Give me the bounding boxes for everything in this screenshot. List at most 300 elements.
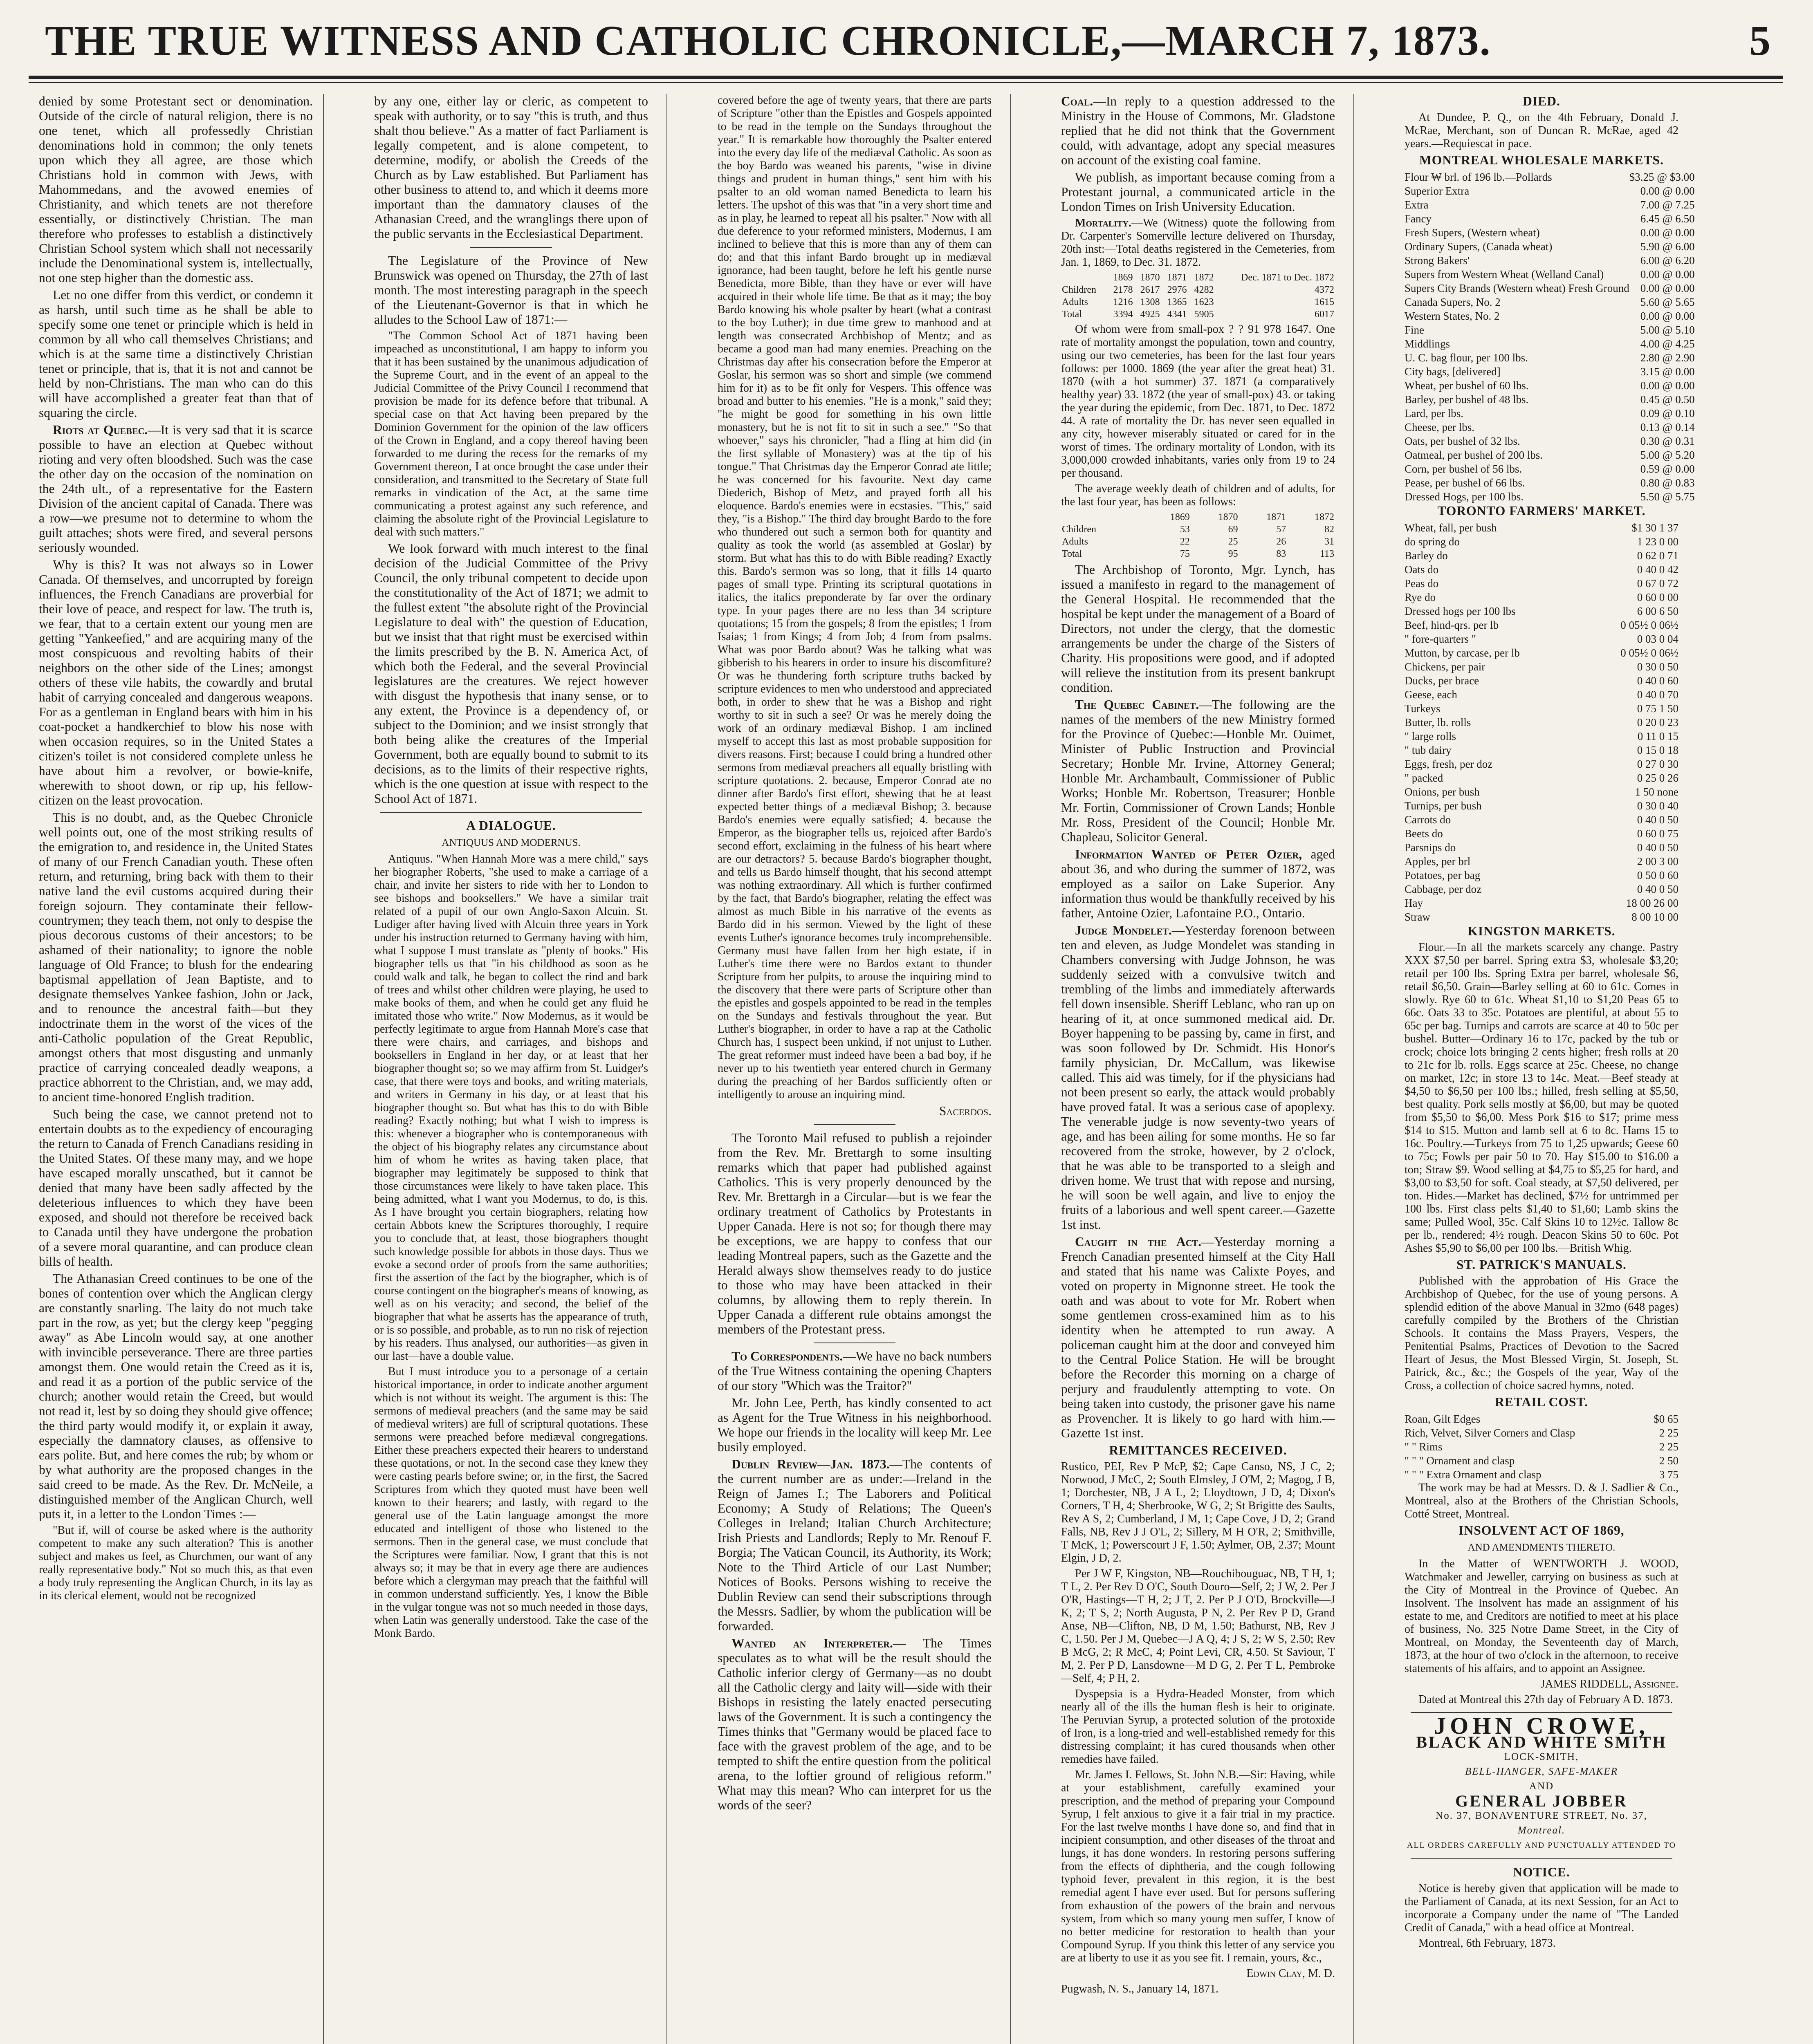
wholesale-price-table: [1405, 170, 1695, 504]
article-paragraph: The Athanasian Creed continues to be one of the bones of contention over which the Anglican clergy are constantly snarling. The laity do not much take part in the row, as yet; but the clergy keep "pegging away" as Abe Lincoln would say, at one another with invincible perseverance. There are three parties amongst them. One would retain the Creed as it is, and read it as a portion of the public service of the church; another would retain the Creed, but would not read it, lest by so doing they should give offence; the third party would modify it, or explain it away, especially the damnatory clauses, as offensive to ears polite. But, and here comes the rub; by whom or by what authority are the proposed changes in the said creed to be made. As the Rev. Dr. McNeile, a distinguished member of the Anglican Church, well puts it, in a letter to the London Times :—: [39, 1271, 313, 1521]
table-cell: Children: [1062, 285, 1096, 295]
commodity-cell: " large rolls: [1405, 730, 1456, 742]
price-cell: 0.30 @ 0.31: [1640, 435, 1695, 447]
price-cell: 2 50: [1659, 1455, 1678, 1467]
dialogue-signature: Sacerdos.: [939, 1104, 992, 1118]
commodity-cell: Beets do: [1405, 827, 1443, 840]
commodity-cell: City bags, [delivered]: [1405, 365, 1501, 378]
testimonial-letter: Mr. James I. Fellows, St. John N.B.—Sir: Having, while at your establishment, carefully examined your prescription, and the method of preparing your Compound Syrup, I felt anxious to give it a fair trial in my practice. For the last twelve months I have done so, and find that in incipient consumption, and other diseases of the throat and lungs, it has done wonders. In restoring persons suffering from the effects of diphtheria, and the cough following typhoid fever, prevalent in this region, it is the best remedial agent I have ever used. But for persons suffering from exhaustion of the powers of the brain and nervous system, from which so many young men suffer, I know of no better medicine for restoration to health than your Compound Syrup. If you think this letter of any service you are at liberty to use it as you see fit. I remain, yours, &c.,: [1061, 1768, 1335, 1964]
commodity-cell: Fancy: [1405, 213, 1432, 225]
insolvent-notice: In the Matter of WENTWORTH J. WOOD, Watchmaker and Jeweller, carrying on business as such at the City of Montreal in the Province of Quebec. An Insolvent. The Insolvent has made an assignment of his estate to me, and Creditors are notified to meet at his place of business, No. 325 Notre Dame Street, in the City of Montreal, on Monday, the Seventeenth day of March, 1873, at the hour of two o'clock in the afternoon, to receive statements of his affairs, and to appoint an Assignee.: [1405, 1558, 1678, 1675]
item-lead: To Correspondents.: [731, 1349, 843, 1363]
price-cell: 6.45 @ 6.50: [1640, 213, 1695, 225]
advertiser-trade: AND: [1529, 1781, 1554, 1792]
commodity-cell: Turkeys: [1405, 702, 1441, 715]
quoted-paragraph: "But if, will of course be asked where is the authority competent to make any such alteration? This is another subject and makes us feel, as Churchmen, our want of any really representative body." Not so much this, as that even a body truly representing the Anglican Church, in its lay as in its clerical element, would not be recognized: [39, 1524, 313, 1602]
table-header-cell: 1870: [1140, 272, 1160, 283]
news-item-cabinet: [1061, 697, 1335, 845]
table-cell: 2178: [1113, 285, 1133, 295]
article-paragraph: denied by some Protestant sect or denomination. Outside of the circle of natural religion, there is no one tenet, which all professedly Christian denominations hold in common; the only tenets upon which they all agree, are those which Christians hold in common with Jews, with Mahommedans, and the avowed enemies of Christianity, and which tenets are not therefore essentially, or distinctively Christian. The man therefore who professes to establish a distinctively Christian School system which shall not necessarily include the Denominational system is, intellectually, not one step higher than the domestic ass.: [39, 94, 313, 285]
commodity-cell: Cheese, per lbs.: [1405, 421, 1474, 433]
item-lead: Dublin Review—Jan. 1873.: [731, 1457, 890, 1471]
price-cell: $0 65: [1654, 1413, 1678, 1425]
price-row: [1405, 267, 1695, 281]
commodity-cell: Mutton, by carcase, per lb: [1405, 647, 1520, 659]
price-row: [1405, 1468, 1678, 1481]
commodity-cell: Hay: [1405, 897, 1423, 909]
price-cell: 0 05½ 0 06½: [1620, 647, 1678, 659]
table-cell: 75: [1180, 549, 1190, 559]
column-1: [39, 94, 313, 2044]
table-header-cell: 1869: [1170, 512, 1190, 522]
price-row: [1405, 563, 1678, 576]
price-row: [1405, 1454, 1678, 1468]
price-row: [1405, 240, 1695, 253]
item-body: — The Times speculates as to what will be the result should the Catholic inferior clergy of Germany—as no doubt all the Catholic clergy and laity will—side with their Bishops in resisting the lately enacted persecuting laws of the Government. It is such a contingency the Times thinks that "Germany would be placed face to face with the gravest problem of the age, and to be tempted to shift the entire question from the political arena, to the loftier ground of religious reform." What may this mean? Who can interpret for us the words of the seer?: [718, 1636, 992, 1812]
price-cell: 0.00 @ 0.00: [1640, 185, 1695, 197]
retail-cost-table: [1405, 1412, 1678, 1481]
price-row: [1405, 198, 1695, 212]
item-body: —We have no back numbers of the True Witness containing the opening Chapters of our story "Which was the Traitor?": [718, 1349, 992, 1393]
price-cell: 0 03 0 04: [1637, 633, 1678, 645]
price-row: [1405, 379, 1695, 392]
commodity-cell: Dressed hogs per 100 lbs: [1405, 605, 1516, 617]
price-cell: 5.60 @ 5.65: [1640, 296, 1695, 308]
separator: [470, 247, 552, 248]
notice-date: Montreal, 6th February, 1873.: [1418, 1937, 1556, 1950]
news-item-coal: [1061, 94, 1335, 168]
column-rule: [1010, 94, 1011, 2044]
price-row: [1405, 323, 1695, 337]
price-row: [1405, 365, 1695, 379]
table-row: [1061, 284, 1335, 296]
price-row: [1405, 170, 1695, 184]
item-lead: The Quebec Cabinet.: [1075, 697, 1199, 712]
price-cell: 0.13 @ 0.14: [1640, 421, 1695, 433]
separator: [1411, 1858, 1672, 1859]
item-body: aged about 36, and who during the summer of 1872, was employed as a sailor on Lake Superior. Any information thus would be thankfully received by his father, Antoine Ozier, Lafontaine P.O., Ontario.: [1061, 847, 1335, 920]
price-cell: 1 50 none: [1635, 786, 1678, 798]
commodity-cell: Oats do: [1405, 563, 1439, 576]
masthead: [29, 16, 1783, 78]
price-cell: 0 40 0 42: [1637, 563, 1678, 576]
price-row: [1405, 618, 1678, 632]
news-item-mortality: [1061, 217, 1335, 269]
price-row: [1405, 184, 1695, 198]
price-cell: 6.00 @ 6.20: [1640, 254, 1695, 267]
table-cell: 6017: [1315, 309, 1334, 320]
commodity-cell: Geese, each: [1405, 688, 1457, 701]
table-cell: 26: [1276, 536, 1286, 547]
commodity-cell: Beef, hind-qrs. per lb: [1405, 619, 1499, 631]
table-cell: 5905: [1194, 309, 1214, 320]
commodity-cell: Onions, per bush: [1405, 786, 1480, 798]
price-row: [1405, 604, 1678, 618]
advertiser-name: JOHN CROWE,: [1434, 1712, 1649, 1739]
remittances-heading: REMITTANCES RECEIVED.: [1109, 1443, 1287, 1457]
price-row: [1405, 590, 1678, 604]
article-paragraph: The Legislature of the Province of New Brunswick was opened on Thursday, the 27th of last month. The most interesting paragraph in the speech of the Lieutenant-Governor is that in which he alludes to the School Law of 1871:—: [374, 253, 648, 327]
commodity-cell: Straw: [1405, 911, 1430, 923]
article-paragraph: This is no doubt, and, as the Quebec Chronicle well points out, one of the most striking results of the emigration to, and residence in, the United States of many of our French Canadian youth. These often return, and returning, bring back with them to their native land the evil customs acquired during their foreign sojourn. They contaminate their fellow-countrymen; they teach them, not only to despise the pious decorous customs of their ancestors; to be ashamed of their nationality; to ignore the noble language of Old France; to blush for the endearing baptismal appellation of Jean Baptiste, and to designate themselves Yankee fashion, John or Jack, and to renounce the ancestral faith—but they indoctrinate them in the worst of the vices of the anti-Catholic population of the Great Republic, amongst others that most disgusting and unmanly practice of carrying concealed deadly weapons, a practice abhorrent to the Christian, and, we may add, to ancient time-honored English tradition.: [39, 810, 313, 1104]
article-paragraph: We look forward with much interest to the final decision of the Judicial Committee of the Privy Council, the only tribunal competent to decide upon the constitutionality of the Act of 1871; we admit to the fullest extent "the absolute right of the Provincial Legislature to deal with" the question of Education, but we insist that that right must be exercised within the limits prescribed by the B. N. America Act, of which both the Federal, and the several Provincial legislatures are the creatures. We reject however with disgust the hypothesis that inany sense, or to any extent, the Province is a dependency of, or subject to the Dominion; and we insist strongly that both being alike the creatures of the Imperial Government, both are equally bound to submit to its decisions, as to the limits of their respective rights, which is the one question at issue with respect to the School Act of 1871.: [374, 541, 648, 806]
kingston-markets-report: Flour.—In all the markets scarcely any change. Pastry XXX $7,50 per barrel. Spring extra $3, wholesale $3,20; retail per 100 lbs. Spring Extra per barrel, wholesale $6, retail $6,50. Grain—Barley selling at 60 to 61c. Comes in slowly. Rye 60 to 61c. Wheat $1,10 to $1,20 Peas 65 to 66c. Oats 33 to 35c. Potatoes are plentiful, at about 55 to 65c per bag. Turnips and carrots are scarce at 40 to 50c per bushel. Butter—Ordinary 16 to 17c, packed by the tub or crock; choice lots bringing 2 cents higher; fresh rolls at 20 to 21c for lb. rolls. Eggs scarce at 25c. Cheese, no change on market, 12c; in store 13 to 14c. Meat.—Beef steady at $4,50 to $6,50 per 100 lbs.; hilled, fresh selling at $5,50, best quality. Pork sells mostly at $6,00, but may be quoted from $5,50 to $6,00. Mess Pork $16 to $17; prime mess $14 to $15. Mutton and lamb sell at 6 to 8c. Hams 15 to 16c. Poultry.—Turkeys from 75 to 1,25 upwards; Geese 60 to 75c; Fowls per pair 50 to 70. Hay $15.00 to $16.00 a ton; Straw $9. Wood selling at $4,75 to $5,25 for hard, and $3,00 to $3,50 for soft. Coal steady, at $7,50 delivered, per ton. Hides.—Market has declined, $7½ for untrimmed per 100 lbs. First class pelts $1,40 to $1,60; Lamb skins the same; Pulled Wool, 35c. Calf Skins 10 to 12½c. Tallow 8c per lb., rendered; 4½ rough. Deacon Skins 50 to 60c. Pot Ashes $5,90 to $6,00 per 100 lbs.—British Whig.: [1405, 941, 1678, 1255]
price-cell: 0 40 0 50: [1637, 814, 1678, 826]
price-cell: 0 67 0 72: [1637, 577, 1678, 589]
price-cell: 5.90 @ 6.00: [1640, 240, 1695, 253]
insolvent-date: Dated at Montreal this 27th day of February A D. 1873.: [1418, 1693, 1673, 1706]
item-lead: Wanted an Interpreter.: [731, 1636, 893, 1650]
kingston-markets-heading: KINGSTON MARKETS.: [1467, 924, 1616, 938]
notice-dublin-review: [718, 1457, 992, 1634]
quoted-paragraph: "The Common School Act of 1871 having been impeached as unconstitutional, I am happy to inform you that it has been sustained by the unanimous adjudication of the Supreme Court, and in the event of an appeal to the Judicial Committee of the Privy Council I recommend that provision be made for its defence before that tribunal. A special case on that Act having been prepared by the Dominion Government for the opinion of the law officers of the Crown in England, and a copy thereof having been forwarded to me during the recess for the remarks of my Government thereon, I at once brought the case under their consideration, and transmitted to the Secretary of State full remarks in vindication of the Act, at the same time communicating a protest against any such reference, and claiming the absolute right of the Provincial Legislature to deal with such matters.": [374, 329, 648, 538]
masthead-title: THE TRUE WITNESS AND CATHOLIC CHRONICLE,—MARCH 7, 1873.: [45, 17, 1491, 64]
article-paragraph: Why is this? It was not always so in Lower Canada. Of themselves, and uncorrupted by foreign influences, the French Canadians are proverbial for their love of peace, and respect for law. The truth is, we fear, that to a certain extent our young men are getting "Yankeefied," and are acquiring many of the most conspicuous and revolting habits of their neighbors on the other side of the Lines; amongst others of these vile habits, the cowardly and brutal habit of carrying concealed and dangerous weapons. For as a gentleman in England bears with him in his coat-pocket a handkerchief to blow his nose with when occasion requires, so in the United States a citizen's toilet is not considered complete unless he have about him a revolver, or bowie-knife, wherewith to shoot down, or rip up, his fellow-citizen on the least provocation.: [39, 558, 313, 807]
remittances-list: Per J W F, Kingston, NB—Rouchibouguac, NB, T H, 1; T L, 2. Per Rev D O'C, South Douro—Self, 2; J W, 2. Per J O'R, Hastings—T H, 2; J T, 2. Per P J O'D, Brockville—J K, 2; T S, 2; North Augusta, P N, 2. Per Rev P D, Grand Anse, NB—Clifton, NB, D M, 1.50; Bathurst, NB, Rev J C, 1.50. Per J M, Quebec—J A Q, 4; J S, 2; W S, 2.50; Rev B McG, 2; R McC, 4; Point Levi, CR, 4.50. St Saviour, T M, 2. Per P D, Lansdowne—M D G, 2. Per T L, Pembroke—Self, 4; P H, 2.: [1061, 1567, 1335, 1685]
commodity-cell: Superior Extra: [1405, 185, 1470, 197]
page-number: 5: [1749, 17, 1770, 64]
item-lead: Coal.: [1061, 94, 1093, 108]
table-cell: 69: [1228, 524, 1238, 535]
farmers-market-heading: TORONTO FARMERS' MARKET.: [1437, 504, 1646, 518]
commodity-cell: " tub dairy: [1405, 744, 1452, 756]
table-row: [1061, 548, 1335, 560]
table-header-row: [1061, 271, 1335, 284]
price-row: [1405, 309, 1695, 323]
assignee-signature: JAMES RIDDELL, Assignee.: [1540, 1678, 1678, 1690]
advertiser-trade: BLACK AND WHITE SMITH: [1416, 1733, 1667, 1751]
price-row: [1405, 632, 1678, 646]
table-cell: Children: [1062, 524, 1096, 535]
price-cell: 0 62 0 71: [1637, 549, 1678, 562]
remittances-list: Rustico, PEI, Rev P McP, $2; Cape Canso, NS, J C, 2; Norwood, J McC, 2; South Elmsley, J O'M, 2; Magog, J B, 1; Dorchester, NB, J A L, 2; Lloydtown, J D, 4; Dixon's Corners, T H, 4; Sherbrooke, W G, 2; St Brigitte des Saults, Rev A S, 2; Cumberland, J M, 1; Cape Cove, J D, 2; Grand Falls, NB, Rev J J O'L, 2; Sillery, M H O'R, 2; Smithville, T McK, 1; Powerscourt J F, 1.50; Aylmer, OB, 2.37; Mount Elgin, J D, 2.: [1061, 1460, 1335, 1564]
table-cell: 57: [1276, 524, 1286, 535]
column-3: [718, 94, 992, 2044]
price-row: [1405, 674, 1678, 688]
price-row: [1405, 854, 1678, 868]
price-row: [1405, 702, 1678, 715]
price-row: [1405, 490, 1695, 504]
item-body: —Yesterday forenoon between ten and eleven, as Judge Mondelet was standing in Chambers conversing with Judge Johnson, he was suddenly seized with a convulsive twitch and trembling of the limbs and immediately afterwards fell down insensible. Sheriff Leblanc, who ran up on hearing of it, at once summoned medical aid. Dr. Boyer happening to be passing by, came in first, and was soon followed by Dr. Schmidt. His Honor's family physician, Dr. McCallum, was likewise called. This aid was timely, for if the physicians had not been present so early, the attack would probably have proved fatal. It was a serious case of apoplexy. The venerable judge is now seventy-two years of age, and has been ailing for some months. He so far recovered from the stroke, however, by 2 o'clock, that he was able to be transported to a sleigh and driven home. We trust that with repose and nursing, he will soon be well again, and live to enjoy the fruits of a laborious and well spent career.—Gazette 1st inst.: [1061, 923, 1335, 1232]
news-item-information: [1061, 847, 1335, 921]
price-row: [1405, 576, 1678, 590]
table-cell: 1308: [1140, 297, 1160, 307]
price-row: [1405, 476, 1695, 490]
commodity-cell: Flour ₩ brl. of 196 lb.—Pollards: [1405, 171, 1552, 183]
commodity-cell: Cabbage, per doz: [1405, 883, 1482, 895]
price-row: [1405, 785, 1678, 799]
table-cell: 95: [1228, 549, 1238, 559]
price-row: [1405, 462, 1695, 476]
price-row: [1405, 827, 1678, 840]
table-cell: Total: [1062, 309, 1082, 320]
commodity-cell: " fore-quarters ": [1405, 633, 1476, 645]
commodity-cell: Ducks, per brace: [1405, 675, 1479, 687]
insolvent-act-subheading: AND AMENDMENTS THERETO.: [1467, 1542, 1616, 1553]
commodity-cell: Extra: [1405, 199, 1429, 211]
table-header-cell: [1061, 271, 1107, 284]
price-cell: 0 11 0 15: [1637, 730, 1678, 742]
news-item-riots: [39, 423, 313, 555]
article-paragraph: Let no one differ from this verdict, or condemn it as harsh, until such time as he shall be able to specify some one tenet or principle which is held in common by all who call themselves Christians; and which is at the same time a distinctively Christian tenet or principle, that is, that it is not and cannot be held by non-Christians. The man who can do this will have accomplished a greater feat than that of squaring the circle.: [39, 288, 313, 420]
price-row: [1405, 757, 1678, 771]
price-cell: 0.59 @ 0.00: [1640, 463, 1695, 475]
price-cell: 0 15 0 18: [1637, 744, 1678, 756]
table-cell: 22: [1180, 536, 1190, 547]
price-row: [1405, 351, 1695, 365]
article-paragraph: Of whom were from small-pox ? ? 91 978 1647. One rate of mortality amongst the population, town and country, using our two cemeteries, has been for the last four years follows: per 1000. 1869 (the year after the great heat) 31. 1870 (with a hot summer) 37. 1871 (a comparatively healthy year) 33. 1872 (the year of small-pox) 43. or taking the year during the epidemic, from Dec. 1871, to Dec. 1872 44. A rate of mortality the Dr. has never seen equalled in any city, however miserably situated or cared for in the worst of times. The ordinary mortality of London, with its 3,000,000 crowded inhabitants, varies only from 19 to 24 per thousand.: [1061, 323, 1335, 480]
advertiser-tagline: ALL ORDERS CAREFULLY AND PUNCTUALLY ATTENDED TO: [1407, 1841, 1676, 1850]
price-row: [1405, 1426, 1678, 1440]
died-heading: DIED.: [1523, 94, 1560, 108]
commodity-cell: " " " Ornament and clasp: [1405, 1455, 1515, 1467]
price-cell: 0 75 1 50: [1637, 702, 1678, 715]
advertiser-city: Montreal.: [1517, 1825, 1566, 1836]
price-row: [1405, 549, 1678, 563]
manuals-availability: The work may be had at Messrs. D. & J. Sadlier & Co., Montreal, also at the Brothers of the Christian Schools, Cotté Street, Montreal.: [1405, 1481, 1678, 1520]
commodity-cell: Potatoes, per bag: [1405, 869, 1481, 881]
price-row: [1405, 535, 1678, 549]
table-cell: 53: [1180, 524, 1190, 535]
commodity-cell: Oatmeal, per bushel of 200 lbs.: [1405, 449, 1543, 461]
price-row: [1405, 743, 1678, 757]
price-row: [1405, 392, 1695, 406]
table-cell: 2617: [1140, 285, 1160, 295]
commodity-cell: Fine: [1405, 324, 1425, 336]
table-cell: 4341: [1167, 309, 1187, 320]
table-cell: Adults: [1062, 297, 1088, 307]
commodity-cell: Oats, per bushel of 32 lbs.: [1405, 435, 1520, 447]
table-cell: 25: [1228, 536, 1238, 547]
retail-cost-heading: RETAIL COST.: [1495, 1395, 1588, 1409]
commodity-cell: Corn, per bushel of 56 lbs.: [1405, 463, 1522, 475]
column-5: [1405, 94, 1695, 2044]
item-lead: Mortality.: [1075, 217, 1131, 229]
price-cell: 3.15 @ 0.00: [1640, 365, 1695, 378]
death-notice: At Dundee, P. Q., on the 4th February, Donald J. McRae, Merchant, son of Duncan R. McRae, aged 42 years.—Requiescat in pace.: [1405, 111, 1678, 150]
price-row: [1405, 896, 1678, 910]
price-row: [1405, 337, 1695, 351]
item-body: —The contents of the current number are as under:—Ireland in the Reign of James I.; The Laborers and Political Economy; A Study of Relations; The Queen's Colleges in Ireland; Italian Church Architecture; Irish Priests and Landlords; Reply to Mr. Renouf F. Borgia; The Vatican Council, its Authority, its Work; Note to the Third Article of our Last Number; Notices of Books. Persons wishing to receive the Dublin Review can send their subscriptions through the Messrs. Sadlier, by whom the publication will be forwarded.: [718, 1457, 992, 1633]
commodity-cell: U. C. bag flour, per 100 lbs.: [1405, 352, 1528, 364]
price-cell: $3.25 @ $3.00: [1629, 171, 1695, 183]
item-body: —The following are the names of the members of the new Ministry formed for the Province of Quebec:—Honble Mr. Ouimet, Minister of Public Instruction and Provincial Secretary; Honble Mr. Irvine, Attorney General; Honble Mr. Archambault, Commissioner of Public Works; Honble Mr. Robertson, Treasurer; Honble Mr. Fortin, Commissioner of Crown Lands; Honble Mr. Ross, President of the Council; Honble Mr. Chapleau, Solicitor General.: [1061, 697, 1335, 844]
commodity-cell: Lard, per lbs.: [1405, 407, 1463, 419]
price-row: [1405, 646, 1678, 660]
item-lead: Caught in the Act.: [1075, 1235, 1202, 1249]
price-row: [1405, 799, 1678, 813]
commodity-cell: Parsnips do: [1405, 841, 1456, 854]
commodity-cell: Pease, per bushel of 66 lbs.: [1405, 477, 1525, 489]
dialogue-subtitle: ANTIQUUS AND MODERNUS.: [442, 837, 581, 848]
price-cell: 5.50 @ 5.75: [1640, 491, 1695, 503]
commodity-cell: Carrots do: [1405, 814, 1451, 826]
commodity-cell: Rich, Velvet, Silver Corners and Clasp: [1405, 1427, 1575, 1439]
price-cell: 0.00 @ 0.00: [1640, 379, 1695, 392]
masthead-rule-thin: [29, 82, 1783, 83]
commodity-cell: Wheat, per bushel of 60 lbs.: [1405, 379, 1529, 392]
commodity-cell: Strong Bakers': [1405, 254, 1470, 267]
price-row: [1405, 212, 1695, 226]
dialogue-paragraph: But I must introduce you to a personage of a certain historical importance, in order to indicate another argument which is not without its weight. The argument is this: The sermons of medieval preachers (and the same may be said of medieval writers) are full of scriptural quotations. These sermons were preached before mediæval congregations. Either these preachers expected their hearers to understand these quotations, or not. In the second case they knew they were casting pearls before swine; or, in the first, the Sacred Scriptures from which they quoted must have been well known to their hearers; and lastly, with regard to the general use of the Latin language amongst the more educated and intelligent of those who listened to the sermons. Then in the general case, we must conclude that the Scriptures were familiar. Now, I grant that this is not always so; it may be that in every age there are audiences before which a clergyman may preach that the faithful will in common understand sufficiently. Yes, I know the Bible in the vulgar tongue was not so much needed in those days, when Latin was generally understood. Take the case of the Monk Bardo.: [374, 1365, 648, 1640]
commodity-cell: Rye do: [1405, 591, 1436, 603]
mortality-table: [1061, 271, 1335, 320]
price-row: [1405, 226, 1695, 240]
table-cell: 3394: [1113, 309, 1133, 320]
item-lead: Riots at Quebec.: [53, 423, 148, 437]
price-cell: 2.80 @ 2.90: [1640, 352, 1695, 364]
commodity-cell: Western States, No. 2: [1405, 310, 1500, 322]
table-cell: 1623: [1194, 297, 1214, 307]
price-row: [1405, 448, 1695, 462]
table-header-row: [1061, 511, 1335, 523]
price-cell: 0 40 0 60: [1637, 675, 1678, 687]
table-cell: 1216: [1113, 297, 1133, 307]
manuals-description: Published with the approbation of His Grace the Archbishop of Quebec, for the use of young persons. A splendid edition of the above Manual in 32mo (648 pages) carefully compiled by the Brothers of the Christian Schools. It contains the Mass Prayers, Vespers, the Penitential Psalms, Practices of Devotion to the Sacred Heart of Jesus, the Most Blessed Virgin, St. Joseph, St. Patrick, &c., &c.; the Gospels of the year, Way of the Cross, a collection of choice sacred hymns, noted.: [1405, 1275, 1678, 1392]
table-row: [1061, 536, 1335, 548]
price-cell: 8 00 10 00: [1631, 911, 1678, 923]
price-cell: 5.00 @ 5.20: [1640, 449, 1695, 461]
advertiser-trade: GENERAL JOBBER: [1455, 1792, 1628, 1810]
column-4: [1061, 94, 1335, 2044]
price-cell: 5.00 @ 5.10: [1640, 324, 1695, 336]
price-row: [1405, 253, 1695, 267]
commodity-cell: Ordinary Supers, (Canada wheat): [1405, 240, 1553, 253]
commodity-cell: Dressed Hogs, per 100 lbs.: [1405, 491, 1524, 503]
price-cell: $1 30 1 37: [1631, 522, 1678, 534]
table-cell: Adults: [1062, 536, 1088, 547]
weekly-deaths-table: [1061, 511, 1335, 560]
price-row: [1405, 729, 1678, 743]
article-paragraph: by any one, either lay or cleric, as competent to speak with authority, or to say "this is truth, and thus shalt thou believe." As a matter of fact Parliament is legally competent, and is alone competent, to determine, modify, or abolish the Creeds of the Church as by Law established. But Parliament has other business to attend to, and which it deems more important than the damnatory clauses of the Athanasian Creed, and the wranglings there upon of the public servants in the Ecclesiastical Department.: [374, 94, 648, 241]
price-row: [1405, 295, 1695, 309]
table-header-cell: 1871: [1266, 512, 1286, 522]
separator: [814, 1342, 895, 1343]
column-rule: [323, 94, 324, 2044]
testimonial-signature: Edwin Clay, M. D.: [1246, 1967, 1335, 1980]
price-row: [1405, 434, 1695, 448]
table-cell: 31: [1324, 536, 1334, 547]
table-header-cell: [1061, 511, 1142, 523]
price-row: [1405, 281, 1695, 295]
article-paragraph: Such being the case, we cannot pretend not to entertain doubts as to the expediency of encouraging the return to Canada of French Canadians residing in the United States. Of these many may, and we hope have escaped morally unscathed, but it cannot be denied that many have been sadly affected by the deleterious influences to which they have been exposed, and should not therefore be received back to Canada until they have undergone the probation of a severe moral quarantine, and can produce clean bills of health.: [39, 1107, 313, 1269]
price-row: [1405, 406, 1695, 420]
commodity-cell: " " " Extra Ornament and clasp: [1405, 1468, 1541, 1481]
price-cell: 0 20 0 23: [1637, 716, 1678, 728]
commodity-cell: Middlings: [1405, 338, 1450, 350]
article-paragraph: The Toronto Mail refused to publish a rejoinder from the Rev. Mr. Brettargh to some insulting remarks which that paper had published against Catholics. This is very properly denounced by the Rev. Mr. Brettargh in a Circular—but is we fear the ordinary treatment of Catholics by Protestants in Upper Canada. Here is not so; for though there may be exceptions, we are happy to confess that our leading Montreal papers, such as the Gazette and the Herald always show themselves ready to do justice to those who may have been attacked in their columns, by allowing them to reply therein. In Upper Canada a different rule obtains amongst the members of the Protestant press.: [718, 1131, 992, 1336]
commodity-cell: Eggs, fresh, per doz: [1405, 758, 1493, 770]
commodity-cell: Wheat, fall, per bush: [1405, 522, 1497, 534]
price-row: [1405, 868, 1678, 882]
item-lead: Information Wanted of Peter Ozier,: [1075, 847, 1302, 861]
table-cell: 83: [1276, 549, 1286, 559]
price-row: [1405, 813, 1678, 827]
price-cell: 2 00 3 00: [1637, 855, 1678, 867]
price-cell: 2 25: [1659, 1441, 1678, 1453]
item-body: —It is very sad that it is scarce possible to have an election at Quebec without rioting and very often bloodshed. Such was the case the other day on the occasion of the nomination on the 24th ult., of a representative for the Eastern Division of the ancient capital of Canada. There was a row—we presume not to determine to whom the guilt attaches; shots were fired, and several persons seriously wounded.: [39, 423, 313, 555]
insolvent-act-heading: INSOLVENT ACT OF 1869,: [1458, 1523, 1625, 1537]
table-cell: 4925: [1140, 309, 1160, 320]
price-cell: 0 30 0 40: [1637, 800, 1678, 812]
price-row: [1405, 420, 1695, 434]
table-cell: 1365: [1167, 297, 1187, 307]
price-cell: 7.00 @ 7.25: [1640, 199, 1695, 211]
article-paragraph: The average weekly death of children and of adults, for the last four year, has been as follows:: [1061, 482, 1335, 508]
price-cell: 0.09 @ 0.10: [1640, 407, 1695, 419]
advertiser-trade: LOCK-SMITH,: [1504, 1751, 1579, 1762]
notice-body: Notice is hereby given that application will be made to the Parliament of Canada, at its next Session, for an Act to incorporate a Company under the name of "The Landed Credit of Canada," with a head office at Montreal.: [1405, 1882, 1678, 1934]
commodity-cell: Barley do: [1405, 549, 1448, 562]
item-body: —We (Witness) quote the following from Dr. Carpenter's Somerville lecture delivered on Thursday, 20th inst:—Total deaths registered in the Cemeteries, from Jan. 1, 1869, to Dec. 31. 1872.: [1061, 217, 1335, 269]
price-row: [1405, 771, 1678, 785]
commodity-cell: " " Rims: [1405, 1441, 1443, 1453]
column-2: [374, 94, 648, 2044]
price-row: [1405, 1412, 1678, 1426]
price-cell: 0 60 0 00: [1637, 591, 1678, 603]
wholesale-markets-heading: MONTREAL WHOLESALE MARKETS.: [1419, 153, 1664, 167]
notice-interpreter: [718, 1636, 992, 1813]
table-header-cell: 1869: [1113, 272, 1133, 283]
table-header-cell: 1872: [1194, 272, 1214, 283]
price-cell: 0 05½ 0 06½: [1620, 619, 1678, 631]
dialogue-title: A DIALOGUE.: [466, 818, 556, 833]
price-cell: 0.00 @ 0.00: [1640, 268, 1695, 280]
commodity-cell: Turnips, per bush: [1405, 800, 1482, 812]
price-cell: 3 75: [1659, 1468, 1678, 1481]
price-cell: 0.00 @ 0.00: [1640, 282, 1695, 294]
commodity-cell: " packed: [1405, 772, 1443, 784]
article-paragraph: We publish, as important because coming from a Protestant journal, a communicated article in the London Times on Irish University Education.: [1061, 170, 1335, 214]
commodity-cell: Roan, Gilt Edges: [1405, 1413, 1481, 1425]
price-cell: 0 40 0 70: [1637, 688, 1678, 701]
commodity-cell: Supers City Brands (Western wheat) Fresh Ground: [1405, 282, 1629, 294]
commodity-cell: Canada Supers, No. 2: [1405, 296, 1501, 308]
column-rule: [666, 94, 667, 2044]
table-cell: 4282: [1194, 285, 1214, 295]
price-cell: 0 40 0 50: [1637, 883, 1678, 895]
item-lead: Judge Mondelet.: [1075, 923, 1172, 937]
commodity-cell: do spring do: [1405, 536, 1460, 548]
separator: [380, 812, 642, 813]
dialogue-paragraph: Antiquus. "When Hannah More was a mere child," says her biographer Roberts, "she used to make a carriage of a chair, and invite her sisters to ride with her to London to see bishops and booksellers." We have a similar trait related of a pupil of our own Anglo-Saxon Alcuin. St. Ludiger after having lived with Alcuin three years in York under his instruction returned to Germany having with him, what I suppose I must translate as "plenty of books." His biographer tells us that "in his childhood as soon as he could walk and talk, he began to collect the rind and bark of trees and whilst other children were playing, he used to make books of them, and when he could get any fluid he imitated those who write." Now Modernus, as it would be perfectly legitimate to argue from Hannah More's case that there were chairs, and carriages, and bishops and booksellers in England in her day, or at least that her biographer thought so; so we may affirm from St. Luidger's case, that there were toys and books, and writing materials, and writers in Germany in his day, or at least that his biographer thought so. But what has this to do with Bible reading? Exactly nothing; but what I wish to impress is this: whenever a biographer who is contemporaneous with the object of his biography relates any circumstance about him of whom he writes as having taken place, that biographer may legitimately be supposed to think that those circumstances were likely to have taken place. This being admitted, what I want you Modernus, to do, is this. As I have brought you certain biographers, relating how certain Abbots knew the Scriptures thoroughly, I require you to conclude that, at least, those biographers thought such knowledge possible for abbots in those days. Thus we evoke a second order of proofs from the same authorities; first the assertion of the fact by the biographer, which is of course contingent on the biographer's means of knowing, as well as on his veracity; and second, the belief of the biographer that what he asserts has the appearance of truth, or is so possible, and probable, as to run no risk of rejection by his readers. Thus analysed, our authorities—as given in our last—have a double value.: [374, 853, 648, 1363]
price-cell: 0 50 0 60: [1637, 869, 1678, 881]
commodity-cell: Chickens, per pair: [1405, 661, 1485, 673]
price-row: [1405, 840, 1678, 854]
news-item-caught: [1061, 1235, 1335, 1441]
table-row: [1061, 296, 1335, 308]
article-paragraph: Mr. John Lee, Perth, has kindly consented to act as Agent for the True Witness in his neighborhood. We hope our friends in the locality will keep Mr. Lee busily employed.: [718, 1396, 992, 1454]
commodity-cell: Butter, lb. rolls: [1405, 716, 1471, 728]
price-row: [1405, 1440, 1678, 1454]
article-paragraph: The Archbishop of Toronto, Mgr. Lynch, has issued a manifesto in regard to the management of the General Hospital. He recommended that the hospital be kept under the management of a Board of Directors, not under the clergy, that the domestic arrangements be under the charge of the Sisters of Charity. His propositions were good, and if adopted will relieve the institution from its present bankrupt condition.: [1061, 563, 1335, 695]
price-cell: 0 30 0 50: [1637, 661, 1678, 673]
price-row: [1405, 715, 1678, 729]
price-cell: 0.45 @ 0.50: [1640, 393, 1695, 406]
dialogue-paragraph: covered before the age of twenty years, that there are parts of Scripture "other than the Epistles and Gospels appointed to be read in the temple on the Sundays throughout the year." It is remarkable how thoroughly the Psalter entered into the every day life of the mediæval Catholic. As soon as the boy Bardo was weaned his parents, "wise in divine things and prudent in human things," sent him with his psalter to an old woman named Benedicta to learn his letters. The upshot of this was that "in a very short time and as in play, he learned to repeat all his psalter." Now with all due deference to your reformed ministers, Modernus, I am inclined to believe that this is more than any of them can do; and that this infant Bardo brought up in mediæval ignorance, had been taught, before he left his gentle nurse Benedicta, more Bible, than they have or ever will have acquired in their whole life time. Be that as it may; the boy Bardo knowing his whole psalter by heart (what a contrast to the boy Luther); in due time grew to manhood and at length was consecrated Archbishop of Mentz; and as became a good man had many enemies. Preaching on the Christmas day after his consecration before the Emperor at Goslar, his sermon was so short and simple (we commend him for it) as to be fit only for Vespers. This offence was broad and butter to his enemies. "He is a monk," said they; "he might be good for something in his own little monastery, but he is not fit to sit in such a see." "So that whoever," says his chronicler, "had a fling at him did (in the first syllable of Monastery) was at the tip of his tongue." That Christmas day the Emperor Conrad ate little; he was concerned for his favourite. Next day came Diederich, Bishop of Metz, and prayed forth all his eloquence. Bardo's enemies were in ecstasies. "This," said they, "is a Bishop." The third day brought Bardo to the fore who thundered out such a sermon both for quantity and quality as took the world (as assembled at Goslar) by storm. But what has this to do with Bible reading? Exactly this. Bardo's sermon was so long, that it fills 14 quarto pages of small type. Printing its scriptural quotations in italics, the italics preponderate by far over the ordinary type. In your pages there are no less than 34 scripture quotations; 15 from the gospels; 8 from the epistles; 1 from Isaias; 1 from Kings; 4 from Job; 4 from from psalms. What was poor Bardo about? Was he talking what was gibberish to his hearers in order to insure his discomfiture? Or was he thundering forth scripture truths backed by scripture evidences to men who understood and appreciated both, in order to shew that he was a Bishop and right worthy to sit in such a see? Or was he merely doing the work of an ordinary mediæval Bishop. I am inclined myself to accept this last as most probable supposition for divers reasons. First; because I could bring a hundred other sermons from mediæval preachers all equally bristling with scripture quotations. 2. because, Emperor Conrad ate no dinner after Bardo's first effort, shewing that he at least expected better things of a mediæval Bishop; 3. because Bardo's enemies were equally satisfied; 4. because the Emperor, as the biographer tells us, rejoiced after Bardo's second effort, exclaiming in the fulness of his heart where are our detractors? 5. because Bardo's biographer thought, and tells us Bardo himself thought, that his second attempt was nothing extraordinary. All which is further confirmed by the fact, that Bardo's biographer, relating the effect was almost as much Bible in his narrative of the events as Bardo did in his sermon. Viewed by the light of these events Luther's ignorance becomes truly incomprehensible. Germany must have fallen from her high estate, if in Luther's time there were no Bardos extant to thunder Scripture from her pulpits, to arouse the inquiring mind to the discovery that there were parts of Scripture other than the epistles and gospels appointed to be read in the temples on the Sundays and festivals throughout the year. But Luther's biographer, in order to have a rap at the Catholic Church has, I suspect been unkind, if not unjust to Luther. The great reformer must indeed have been a bad boy, if he never up to his twentieth year entered church in Germany during the preaching of her Bardos sufficiently often or intelligently to arouse an inquiring mind.: [718, 94, 992, 1101]
advertiser-trade: BELL-HANGER, SAFE-MAKER: [1465, 1766, 1618, 1777]
price-cell: 0 25 0 26: [1637, 772, 1678, 784]
price-cell: 2 25: [1659, 1427, 1678, 1439]
table-row: [1061, 308, 1335, 320]
price-cell: 0 60 0 75: [1637, 827, 1678, 840]
price-cell: 18 00 26 00: [1626, 897, 1678, 909]
news-item-judge: [1061, 923, 1335, 1232]
commodity-cell: Supers from Western Wheat (Welland Canal): [1405, 268, 1604, 280]
table-cell: 82: [1324, 524, 1334, 535]
price-cell: 6 00 6 50: [1637, 605, 1678, 617]
table-cell: 4372: [1315, 285, 1334, 295]
